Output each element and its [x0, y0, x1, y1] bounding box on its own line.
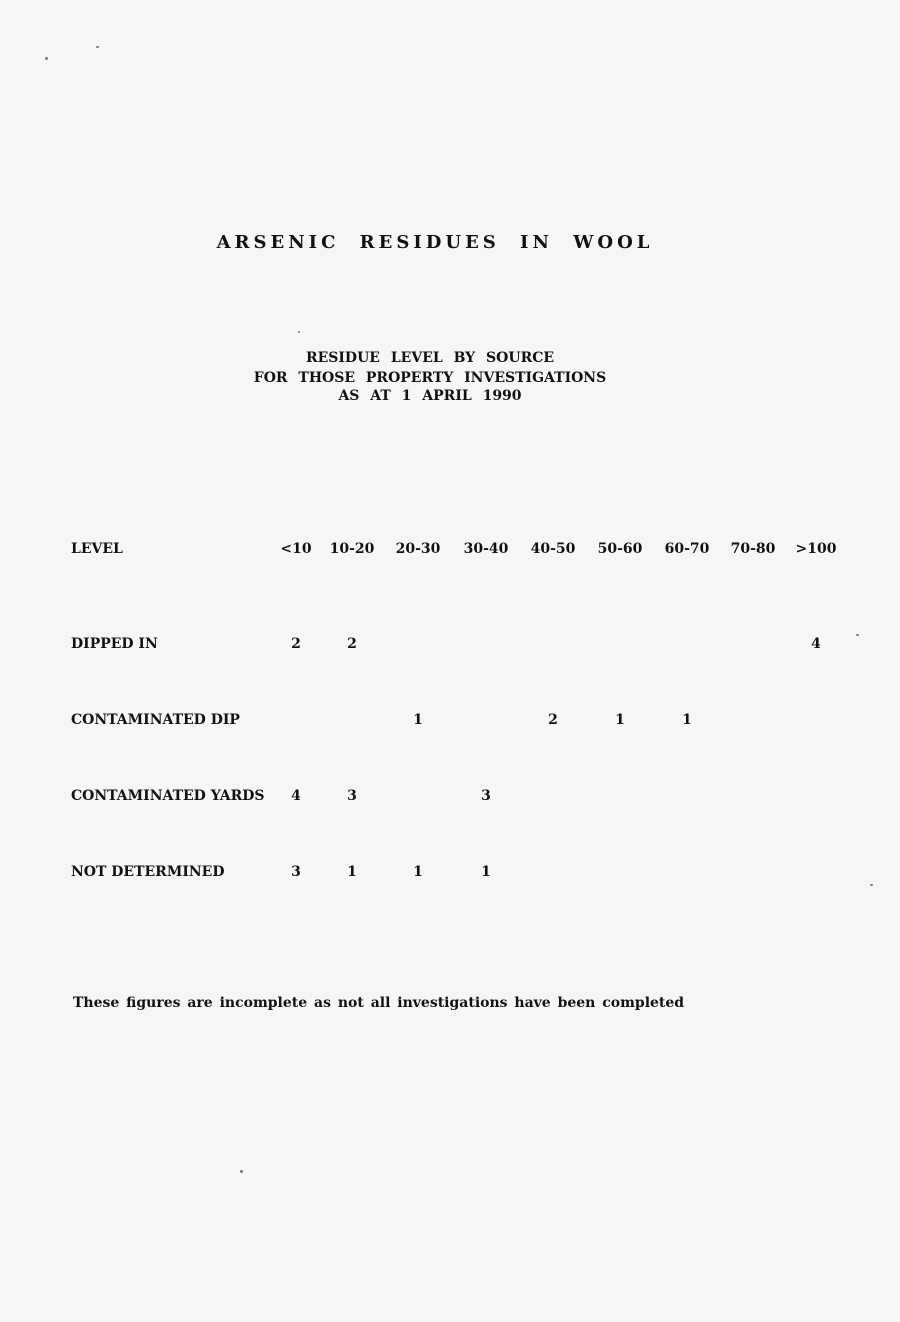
table-cell: 2	[548, 712, 558, 728]
column-header: <10	[280, 541, 312, 557]
footnote: These figures are incomplete as not all investigations have been completed	[73, 995, 685, 1011]
scan-speck	[298, 331, 300, 333]
column-header: 20-30	[395, 541, 441, 557]
column-header: 50-60	[597, 541, 643, 557]
table-cell: 3	[481, 788, 491, 804]
table-cell: 1	[615, 712, 625, 728]
column-header: >100	[795, 541, 837, 557]
scan-speck	[240, 1170, 243, 1173]
scan-speck	[96, 46, 99, 48]
column-header: 70-80	[730, 541, 776, 557]
column-header: 30-40	[463, 541, 509, 557]
subtitle-line-3: AS AT 1 APRIL 1990	[338, 388, 522, 404]
table-cell: 1	[413, 712, 423, 728]
table-cell: 4	[291, 788, 301, 804]
column-header: 40-50	[530, 541, 576, 557]
table-cell: 2	[347, 636, 357, 652]
table-cell: 4	[811, 636, 821, 652]
scan-speck	[856, 634, 859, 636]
row-label-dipped-in: DIPPED IN	[71, 636, 158, 652]
table-header-label: LEVEL	[71, 541, 123, 557]
table-cell: 2	[291, 636, 301, 652]
row-label-contaminated-dip: CONTAMINATED DIP	[71, 712, 240, 728]
scan-speck	[870, 884, 873, 886]
table-cell: 1	[682, 712, 692, 728]
table-cell: 1	[347, 864, 357, 880]
table-cell: 1	[413, 864, 423, 880]
table-cell: 3	[291, 864, 301, 880]
document-title: ARSENIC RESIDUES IN WOOL	[216, 232, 654, 253]
column-header: 60-70	[664, 541, 710, 557]
scan-speck	[45, 57, 48, 60]
row-label-not-determined: NOT DETERMINED	[71, 864, 225, 880]
table-cell: 3	[347, 788, 357, 804]
subtitle-line-1: RESIDUE LEVEL BY SOURCE	[305, 350, 555, 366]
row-label-contaminated-yards: CONTAMINATED YARDS	[71, 788, 265, 804]
table-cell: 1	[481, 864, 491, 880]
subtitle-line-2: FOR THOSE PROPERTY INVESTIGATIONS	[253, 370, 607, 386]
column-header: 10-20	[329, 541, 375, 557]
